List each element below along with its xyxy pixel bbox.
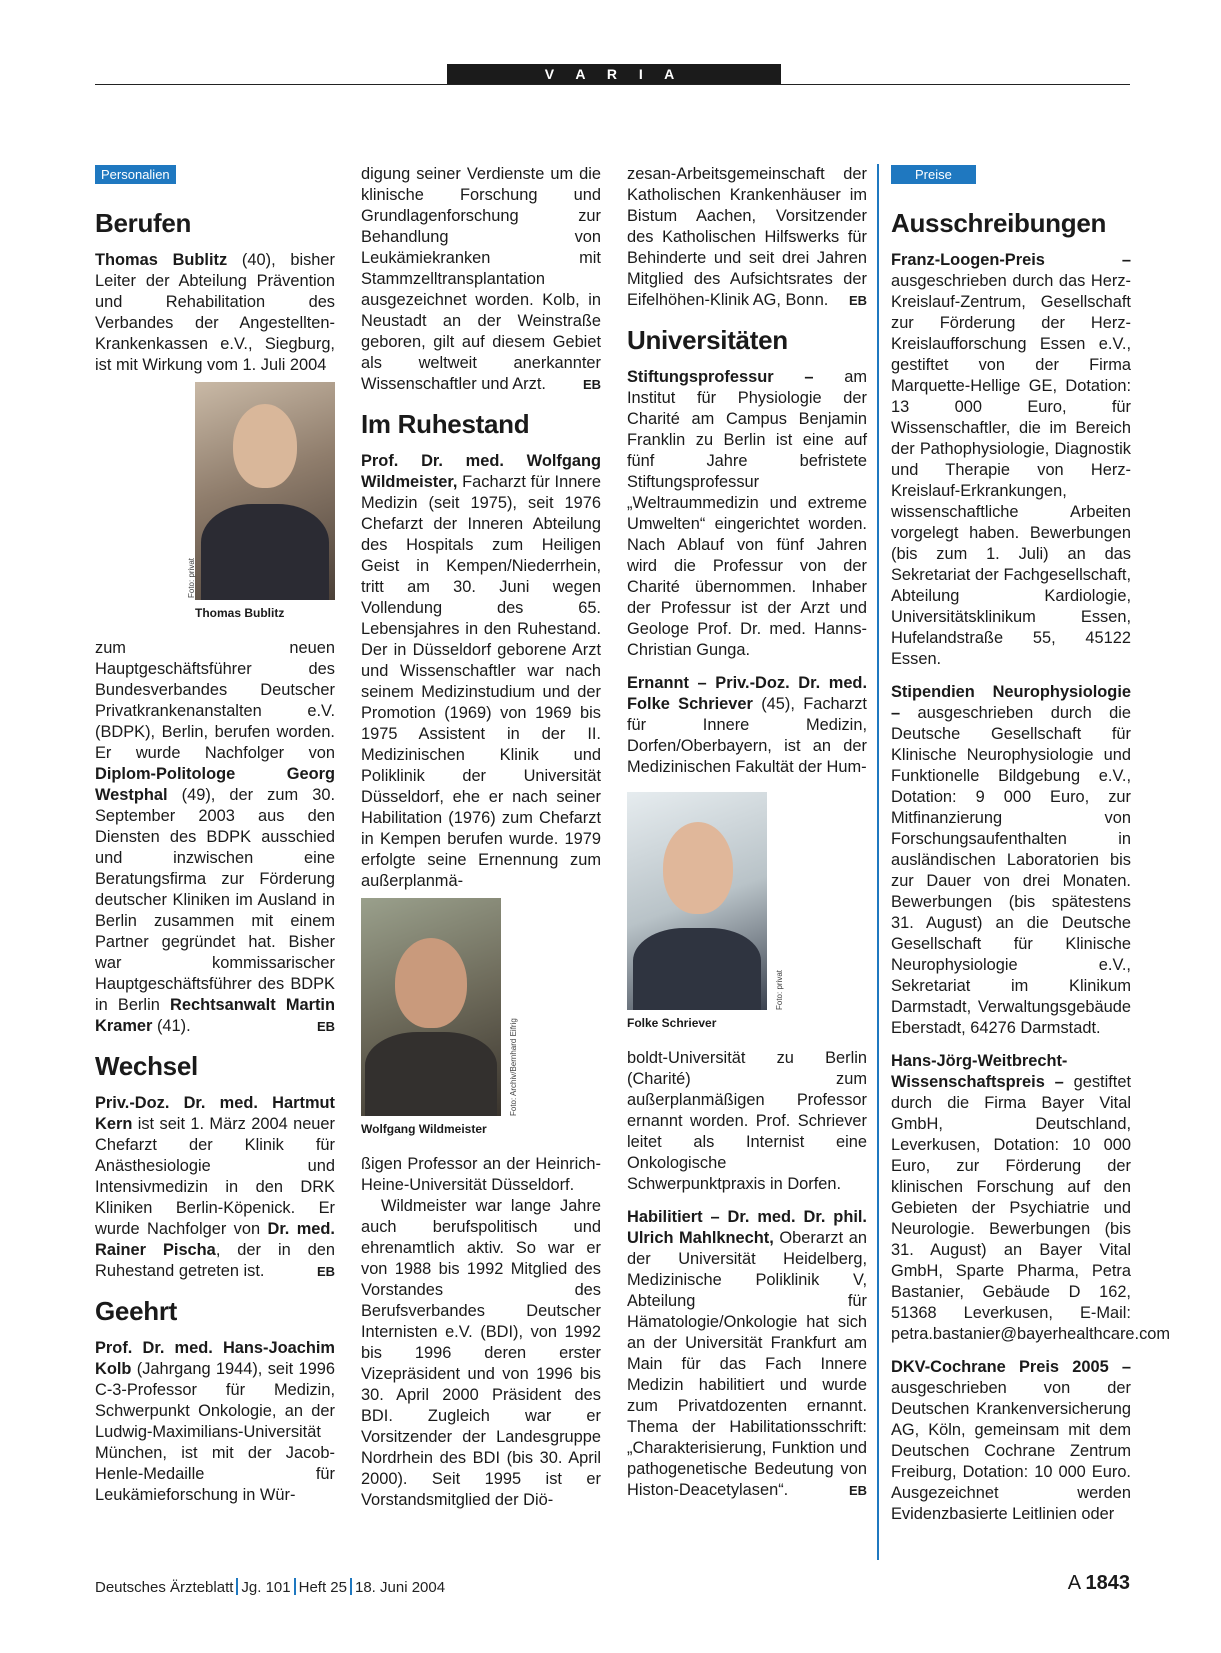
journal-date: 18. Juni 2004 (355, 1579, 446, 1596)
paragraph-wildmeister-career: Wildmeister war lange Jahre auch berufspolitisch und ehrenamtlich aktiv. So war er von 1988 bis 1992 Mitglied des Vorstandes des Berufsverbandes Deutscher Internisten e.V. (BDI), von 1992 bis 1996 deren erster Vizepräsident und von 1996 bis 30. April 2000 Präsident des BDI. Zugleich war er Vorsitzender der Landesgruppe Nordrhein des BDI (bis 30. April 2000). Seit 1995 ist er Vorstandsmitglied der Diö- (361, 1197, 601, 1509)
page-number: A 1843 (1067, 1572, 1130, 1594)
paragraph-weitbrecht: Hans-Jörg-Weitbrecht-Wissenschaftspreis – gestiftet durch die Firma Bayer Vital GmbH, Deutschland, Leverkusen, Dotation: 10 000 Euro, zur Förderung der klinischen Forschung auf den Gebieten der Psychiatrie und Neurologie. Bewerbungen (bis 31. August) an Bayer Vital GmbH, Sparte Pharma, Petra Bastanier, Gebäude D 162, 51368 Leverkusen, E-Mail: petra.bastanier@bayerhealthcare.com (891, 1052, 1171, 1343)
column-4 (891, 164, 1171, 1537)
photo-block-schriever (627, 792, 784, 1034)
paragraph-cochrane: DKV-Cochrane Preis 2005 – ausgeschrieben von der Deutschen Krankenversicherung AG, Köln, gemeinsam mit dem Deutschen Cochrane Zentrum Freiburg, Dotation: 10 000 Euro. Ausgezeichnet werden Evidenzbasierte Leitlinien oder (891, 1358, 1131, 1523)
paragraph-stiftungsprofessur: Stiftungsprofessur – am Institut für Physiologie der Charité am Campus Benjamin Franklin zu Berlin ist eine auf fünf Jahre befristete Stiftungsprofessur „Weltraummedizin und extreme Umwelten“ eingerichtet worden. Nach Ablauf von fünf Jahren wird die Professur von der Charité übernommen. Inhaber der Professur ist der Arzt und Geologe Prof. Dr. med. Hanns-Christian Gunga. (627, 368, 868, 659)
section-header: V A R I A (447, 64, 781, 85)
paragraph-wildmeister-cont: ßigen Professor an der Heinrich-Heine-Universität Düsseldorf. (361, 1155, 601, 1194)
paragraph-kolb-cont: digung seiner Verdienste um die klinische Forschung und Grundlagenforschung zur Behandlung von Leukämiekranken mit Stammzelltransplantation ausgezeichnet worden. Kolb, in Neustadt an der Weinstraße geboren, gilt auf diesem Gebiet als weltweit anerkannter Wissenschaftler und Arzt. EB (361, 165, 601, 393)
photo-caption: Wolfgang Wildmeister (361, 1122, 487, 1136)
journal-volume: Jg. 101 (241, 1579, 291, 1596)
category-tag-preise: Preise (891, 165, 976, 184)
portrait-schriever (627, 792, 767, 1010)
heading-ruhestand: Im Ruhestand (361, 409, 530, 439)
portrait-wildmeister (361, 898, 501, 1116)
heading-wechsel: Wechsel (95, 1051, 198, 1081)
paragraph-schriever: Ernannt – Priv.-Doz. Dr. med. Folke Schriever (45), Facharzt für Innere Medizin, Dorfen/Oberbayern, ist an der Medizinischen Fakultät der Hum- (627, 674, 867, 776)
paragraph-loogen: Franz-Loogen-Preis – ausgeschrieben durch das Herz-Kreislauf-Zentrum, Gesellschaft zur Förderung der Herz-Kreislaufforschung Essen e.V., gestiftet von der Firma Marquette-Hellige GE, Dotation: 13 000 Euro, für Wissenschaftler, die im Bereich der Pathophysiologie, Diagnostik und Therapie von Herz-Kreislauf-Erkrankungen, wissenschaftliche Arbeiten vorgelegt haben. Bewerbungen (bis zum 1. Juli) an das Sekretariat der Fachgesellschaft, Abteilung Kardiologie, Universitätsklinikum Essen, Hufelandstraße 55, 45122 Essen. (891, 251, 1131, 668)
heading-ausschreibungen: Ausschreibungen (891, 208, 1107, 238)
category-tag-personalien: Personalien (95, 165, 176, 184)
paragraph-wildmeister-end: zesan-Arbeitsgemeinschaft der Katholischen Krankenhäuser im Bistum Aachen, Vorsitzender des Katholischen Hilfswerks für Behinderte und seit drei Jahren Mitglied des Aufsichtsrates der Eifelhöhen-Klinik AG, Bonn. EB (627, 165, 867, 309)
photo-caption: Thomas Bublitz (195, 606, 285, 620)
footer (95, 1578, 445, 1596)
paragraph-bdpk: zum neuen Hauptgeschäftsführer des Bundesverbandes Deutscher Privatkrankenanstalten e.V. (BDPK), Berlin, berufen worden. Er wurde Nachfolger von Diplom-Politologe Georg Westphal (49), der zum 30. September 2003 aus den Diensten des BDPK ausschied und inzwischen eine Beratungsfirma zur Förderung deutscher Kliniken im Ausland in Berlin zusammen mit einem Partner gegründet hat. Bisher war kommissarischer Hauptgeschäftsführer des BDPK in Berlin Rechtsanwalt Martin Kramer (41). EB (95, 639, 335, 1035)
paragraph-wildmeister: Prof. Dr. med. Wolfgang Wildmeister, Facharzt für Innere Medizin (seit 1975), seit 1976 Chefarzt der Inneren Abteilung des Hospitals zum Heiligen Geist in Kempen/Niederrhein, tritt am 30. Juni wegen Vollendung des 65. Lebensjahres in den Ruhestand. Der in Düsseldorf geborene Arzt und Wissenschaftler war nach seinem Medizinstudium und der Promotion (1969) von 1969 bis 1975 Assistent in der II. Medizinischen Klinik und Poliklinik der Universität Düsseldorf, ehe er nach seiner Habilitation (1976) zum Chefarzt in Kempen berufen wurde. 1979 erfolgte seine Ernennung zum außerplanmä- (361, 452, 601, 890)
photo-block-bublitz (187, 382, 335, 624)
journal-name: Deutsches Ärzteblatt (95, 1579, 234, 1596)
photo-caption: Folke Schriever (627, 1016, 717, 1030)
eb-signature: EB (582, 377, 601, 392)
paragraph-bublitz: Thomas Bublitz (40), bisher Leiter der Abteilung Prävention und Rehabilitation des Verbandes der Angestellten-Krankenkassen e.V., Siegburg, ist mit Wirkung vom 1. Juli 2004 (95, 251, 335, 374)
paragraph-schriever-cont: boldt-Universität zu Berlin (Charité) zum außerplanmäßigen Professor ernannt worden. Prof. Schriever leitet als Internist eine Onkologische Schwerpunktpraxis in Dorfen. (627, 1049, 867, 1193)
eb-signature: EB (316, 1264, 335, 1279)
paragraph-kern: Priv.-Doz. Dr. med. Hartmut Kern ist seit 1. März 2004 neuer Chefarzt der Klinik für Anästhesiologie und Intensivmedizin in den DRK Kliniken Berlin-Köpenick. Er wurde Nachfolger von Dr. med. Rainer Pischa, der in den Ruhestand getreten ist. EB (95, 1094, 335, 1280)
paragraph-kolb: Prof. Dr. med. Hans-Joachim Kolb (Jahrgang 1944), seit 1996 C-3-Professor für Medizin, Schwerpunkt Onkologie, an der Ludwig-Maximilians-Universität München, ist mit der Jacob-Henle-Medaille für Leukämieforschung in Wür- (95, 1339, 335, 1504)
heading-berufen: Berufen (95, 208, 192, 238)
eb-signature: EB (848, 1483, 867, 1498)
column-2 (361, 164, 601, 1523)
eb-signature: EB (316, 1019, 335, 1034)
header-rule (95, 84, 1130, 85)
photo-credit: Foto: Archiv/Bernhard Eifrig (509, 1018, 518, 1116)
journal-issue: Heft 25 (298, 1579, 347, 1596)
column-divider (877, 164, 879, 1560)
photo-block-wildmeister (361, 898, 518, 1140)
eb-signature: EB (848, 293, 867, 308)
heading-geehrt: Geehrt (95, 1296, 178, 1326)
paragraph-neurophysiologie: Stipendien Neurophysiologie – ausgeschrieben durch die Deutsche Gesellschaft für Klinische Neurophysiologie und Funktionelle Bildgebung e.V., Dotation: 9 000 Euro, zur Mitfinanzierung von Forschungsaufenthalten in ausländischen Laboratorien bis zur Dauer von drei Monaten. Bewerbungen (bis spätestens 31. August) an die Deutsche Gesellschaft für Klinische Neurophysiologie e.V., Sekretariat im Klinikum Darmstadt, Verwaltungsgebäude Eberstadt, 64276 Darmstadt. (891, 683, 1131, 1037)
column-1 (95, 164, 335, 1518)
photo-credit: Foto: privat (775, 969, 784, 1010)
photo-credit: Foto: privat (187, 557, 196, 598)
column-3 (627, 164, 867, 1513)
paragraph-mahlknecht: Habilitiert – Dr. med. Dr. phil. Ulrich Mahlknecht, Oberarzt an der Universität Heidelberg, Medizinische Poliklinik V, Abteilung für Hämatologie/Onkologie hat sich an der Universität Frankfurt am Main für das Fach Innere Medizin habilitiert und wurde zum Privatdozenten ernannt. Thema der Habilitationsschrift: „Charakterisierung, Funktion und pathogenetische Bedeutung von Histon-Deacetylasen“. EB (627, 1208, 867, 1499)
portrait-bublitz (195, 382, 335, 600)
heading-universitaeten: Universitäten (627, 325, 788, 355)
